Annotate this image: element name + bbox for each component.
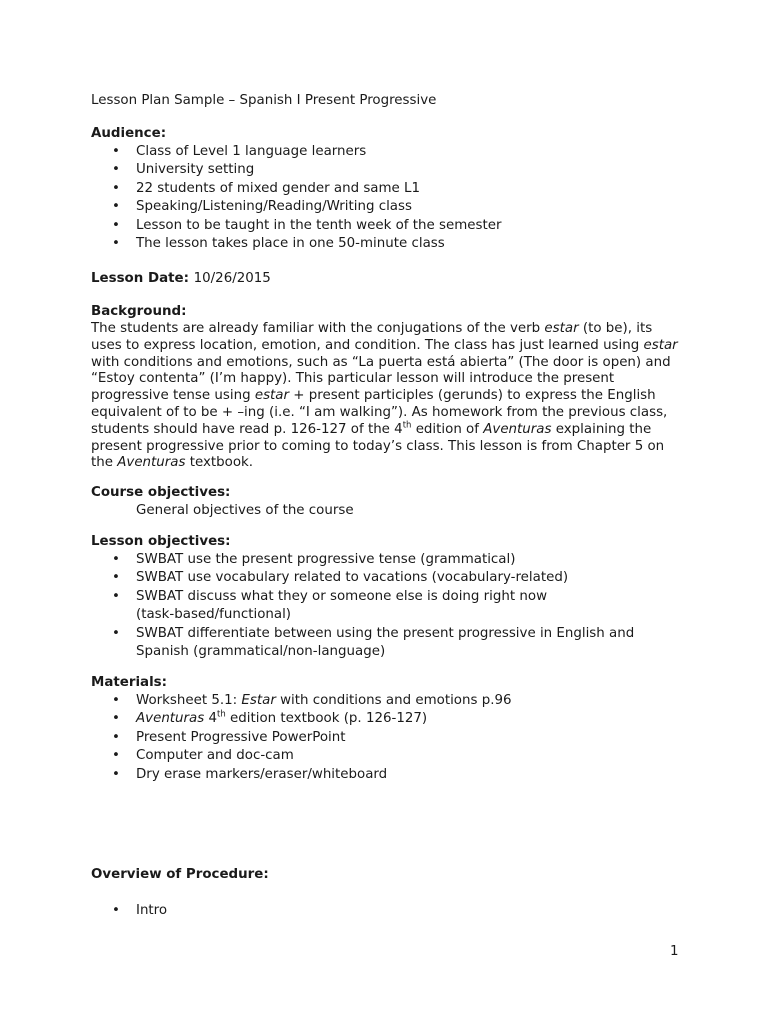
- bullet-icon: •: [112, 217, 120, 233]
- bullet-icon: •: [112, 729, 120, 745]
- background-section: [91, 303, 678, 472]
- bullet-icon: •: [112, 552, 120, 567]
- list-item: • Class of Level 1 language learners: [91, 143, 671, 161]
- list-item: • Dry erase markers/eraser/whiteboard: [91, 766, 671, 784]
- bullet-icon: •: [112, 236, 120, 252]
- lesson-date-section: [91, 270, 671, 288]
- background-paragraph: The students are already familiar with the conjugations of the verb estar (to be), its uses to express location, emotion, and condition. The class has just learned using estar with conditions and emotions, such as “La puerta está abierta” (The door is open) and “Estoy contenta” (I’m happy). This particular lesson will introduce the present progressive tense using estar + present participles (gerunds) to express the English equivalent of to be + –ing (i.e. “I am walking”). As homework from the previous class, students should have read p. 126-127 of the 4th edition of Aventuras explaining the present progressive prior to coming to today’s class. This lesson is from Chapter 5 on the Aventuras textbook.: [91, 321, 678, 471]
- materials-section: [91, 674, 671, 784]
- procedure-heading: Overview of Procedure:: [91, 867, 269, 882]
- list-item: • University setting: [91, 161, 671, 179]
- page-number: 1: [670, 944, 679, 959]
- list-item: • Present Progressive PowerPoint: [91, 729, 671, 747]
- bullet-icon: •: [112, 162, 120, 178]
- lesson-objectives-section: [91, 533, 671, 661]
- background-heading: Background:: [91, 304, 187, 319]
- course-objectives-section: [91, 484, 671, 520]
- audience-section: [91, 125, 671, 253]
- lesson-date-value: 10/26/2015: [193, 271, 271, 286]
- list-item: • Lesson to be taught in the tenth week of the semester: [91, 217, 671, 235]
- list-item: • Aventuras 4th edition textbook (p. 126-127): [91, 710, 671, 728]
- procedure-section: [91, 866, 671, 920]
- bullet-icon: •: [112, 903, 120, 918]
- lesson-objectives-list: [91, 551, 651, 661]
- bullet-icon: •: [112, 570, 120, 586]
- document-title: Lesson Plan Sample – Spanish I Present Progressive: [91, 93, 437, 108]
- list-item: • Worksheet 5.1: Estar with conditions and emotions p.96: [91, 692, 671, 710]
- bullet-icon: •: [112, 144, 120, 159]
- list-item: • SWBAT differentiate between using the present progressive in English and Spanish (grammatical/non-language): [112, 625, 635, 660]
- bullet-icon: •: [112, 180, 120, 196]
- course-objectives-text: General objectives of the course: [136, 503, 354, 518]
- audience-heading: Audience:: [91, 126, 167, 141]
- lesson-date-label: Lesson Date:: [91, 271, 189, 286]
- bullet-icon: •: [112, 766, 120, 782]
- list-item: • SWBAT use the present progressive tense (grammatical): [91, 551, 651, 569]
- bullet-icon: •: [112, 693, 120, 708]
- list-item: • Speaking/Listening/Reading/Writing class: [91, 198, 671, 216]
- audience-list: [91, 143, 671, 253]
- materials-heading: Materials:: [91, 675, 167, 690]
- list-item: • SWBAT use vocabulary related to vacations (vocabulary-related): [91, 569, 651, 587]
- bullet-icon: •: [112, 711, 120, 727]
- materials-list: [91, 692, 671, 784]
- bullet-icon: •: [112, 588, 120, 604]
- bullet-icon: •: [112, 625, 120, 641]
- procedure-list: [91, 902, 671, 920]
- course-objectives-heading: Course objectives:: [91, 485, 231, 500]
- bullet-icon: •: [112, 748, 120, 764]
- list-item: • 22 students of mixed gender and same L1: [91, 180, 671, 198]
- bullet-icon: •: [112, 199, 120, 215]
- list-item: • Computer and doc-cam: [91, 747, 671, 765]
- lesson-objectives-heading: Lesson objectives:: [91, 534, 231, 549]
- list-item: • Intro: [91, 902, 671, 920]
- list-item: • SWBAT discuss what they or someone else is doing right now (task-based/functional): [112, 588, 548, 623]
- list-item: • The lesson takes place in one 50-minute class: [91, 235, 671, 253]
